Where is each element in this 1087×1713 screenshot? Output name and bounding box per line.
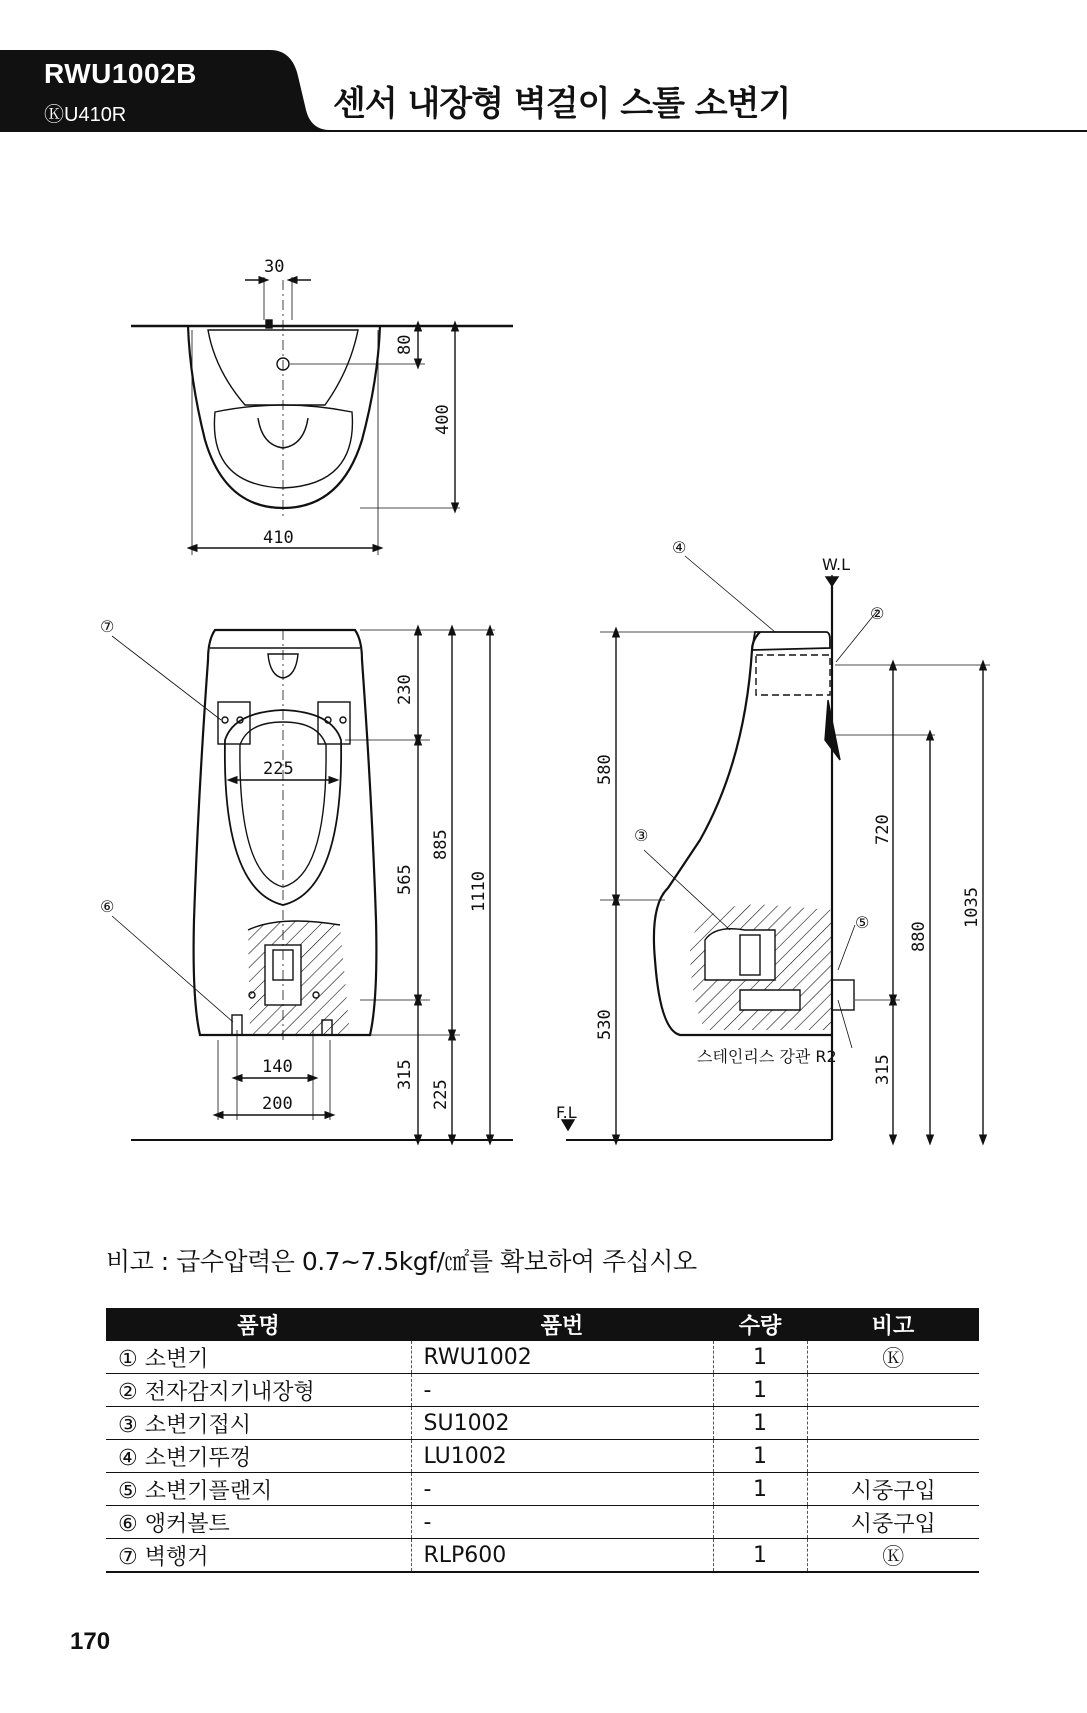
part-code: - <box>411 1506 713 1539</box>
model-number: RWU1002B <box>44 58 197 89</box>
part-qty <box>713 1506 807 1539</box>
dim-225-front: 225 <box>263 759 294 779</box>
part-remark <box>807 1374 979 1407</box>
part-name: ① 소변기 <box>106 1341 411 1374</box>
front-view <box>112 630 513 1140</box>
part-remark <box>807 1407 979 1440</box>
dim-410: 410 <box>263 528 294 548</box>
part-code: RLP600 <box>411 1539 713 1573</box>
table-row <box>106 1341 979 1374</box>
dim-225-bottom: 225 <box>431 1079 451 1110</box>
dim-230: 230 <box>395 674 415 705</box>
dim-315-side: 315 <box>873 1054 893 1085</box>
part-code: RWU1002 <box>411 1341 713 1374</box>
part-code: SU1002 <box>411 1407 713 1440</box>
part-remark: Ⓚ <box>807 1539 979 1573</box>
header-name: 품명 <box>106 1308 411 1341</box>
part-name: ⑦ 벽행거 <box>106 1539 411 1573</box>
part-code: - <box>411 1374 713 1407</box>
marker-4: ④ <box>672 538 687 557</box>
floor-level-label: F.L <box>556 1103 577 1122</box>
part-remark: 시중구입 <box>807 1506 979 1539</box>
sub-model-number: ⓀU410R <box>44 104 127 126</box>
part-qty: 1 <box>713 1341 807 1374</box>
part-name: ⑤ 소변기플랜지 <box>106 1473 411 1506</box>
part-remark: 시중구입 <box>807 1473 979 1506</box>
table-row <box>106 1440 979 1473</box>
part-remark: Ⓚ <box>807 1341 979 1374</box>
part-code: - <box>411 1473 713 1506</box>
dim-200: 200 <box>262 1094 293 1114</box>
table-row <box>106 1506 979 1539</box>
marker-7: ⑦ <box>100 617 115 636</box>
dim-580: 580 <box>595 754 615 785</box>
part-name: ⑥ 앵커볼트 <box>106 1506 411 1539</box>
page-number: 170 <box>70 1628 111 1655</box>
dim-880: 880 <box>909 921 929 952</box>
part-qty: 1 <box>713 1473 807 1506</box>
dim-400: 400 <box>433 404 453 435</box>
header-qty: 수량 <box>713 1308 807 1341</box>
page-title: 센서 내장형 벽걸이 스톨 소변기 <box>333 84 791 124</box>
table-row <box>106 1539 979 1573</box>
dim-565: 565 <box>395 864 415 895</box>
table-row <box>106 1473 979 1506</box>
part-qty: 1 <box>713 1440 807 1473</box>
part-qty: 1 <box>713 1374 807 1407</box>
pressure-note: 비고 : 급수압력은 0.7~7.5kgf/㎠를 확보하여 주십시오 <box>106 1247 697 1276</box>
table-header-row <box>106 1308 979 1341</box>
part-code: LU1002 <box>411 1440 713 1473</box>
water-level-label: W.L <box>822 555 850 574</box>
dim-80: 80 <box>395 334 415 355</box>
dim-1035: 1035 <box>962 887 982 928</box>
dim-885: 885 <box>431 829 451 860</box>
part-name: ② 전자감지기내장형 <box>106 1374 411 1407</box>
pipe-label: 스테인리스 강관 R2 <box>697 1047 837 1066</box>
dim-530: 530 <box>595 1009 615 1040</box>
marker-3: ③ <box>634 826 649 845</box>
part-qty: 1 <box>713 1407 807 1440</box>
dim-30: 30 <box>264 257 285 277</box>
parts-table <box>106 1308 979 1573</box>
marker-2: ② <box>870 604 885 623</box>
part-remark <box>807 1440 979 1473</box>
part-qty: 1 <box>713 1539 807 1573</box>
table-row <box>106 1407 979 1440</box>
dim-720: 720 <box>873 814 893 845</box>
header-remark: 비고 <box>807 1308 979 1341</box>
marker-6: ⑥ <box>100 897 115 916</box>
table-row <box>106 1374 979 1407</box>
dim-140: 140 <box>262 1057 293 1077</box>
dim-315-front: 315 <box>395 1059 415 1090</box>
part-name: ③ 소변기접시 <box>106 1407 411 1440</box>
dim-1110: 1110 <box>469 871 489 912</box>
header-code: 품번 <box>411 1308 713 1341</box>
marker-5: ⑤ <box>855 913 870 932</box>
top-view <box>131 277 513 555</box>
part-name: ④ 소변기뚜껑 <box>106 1440 411 1473</box>
